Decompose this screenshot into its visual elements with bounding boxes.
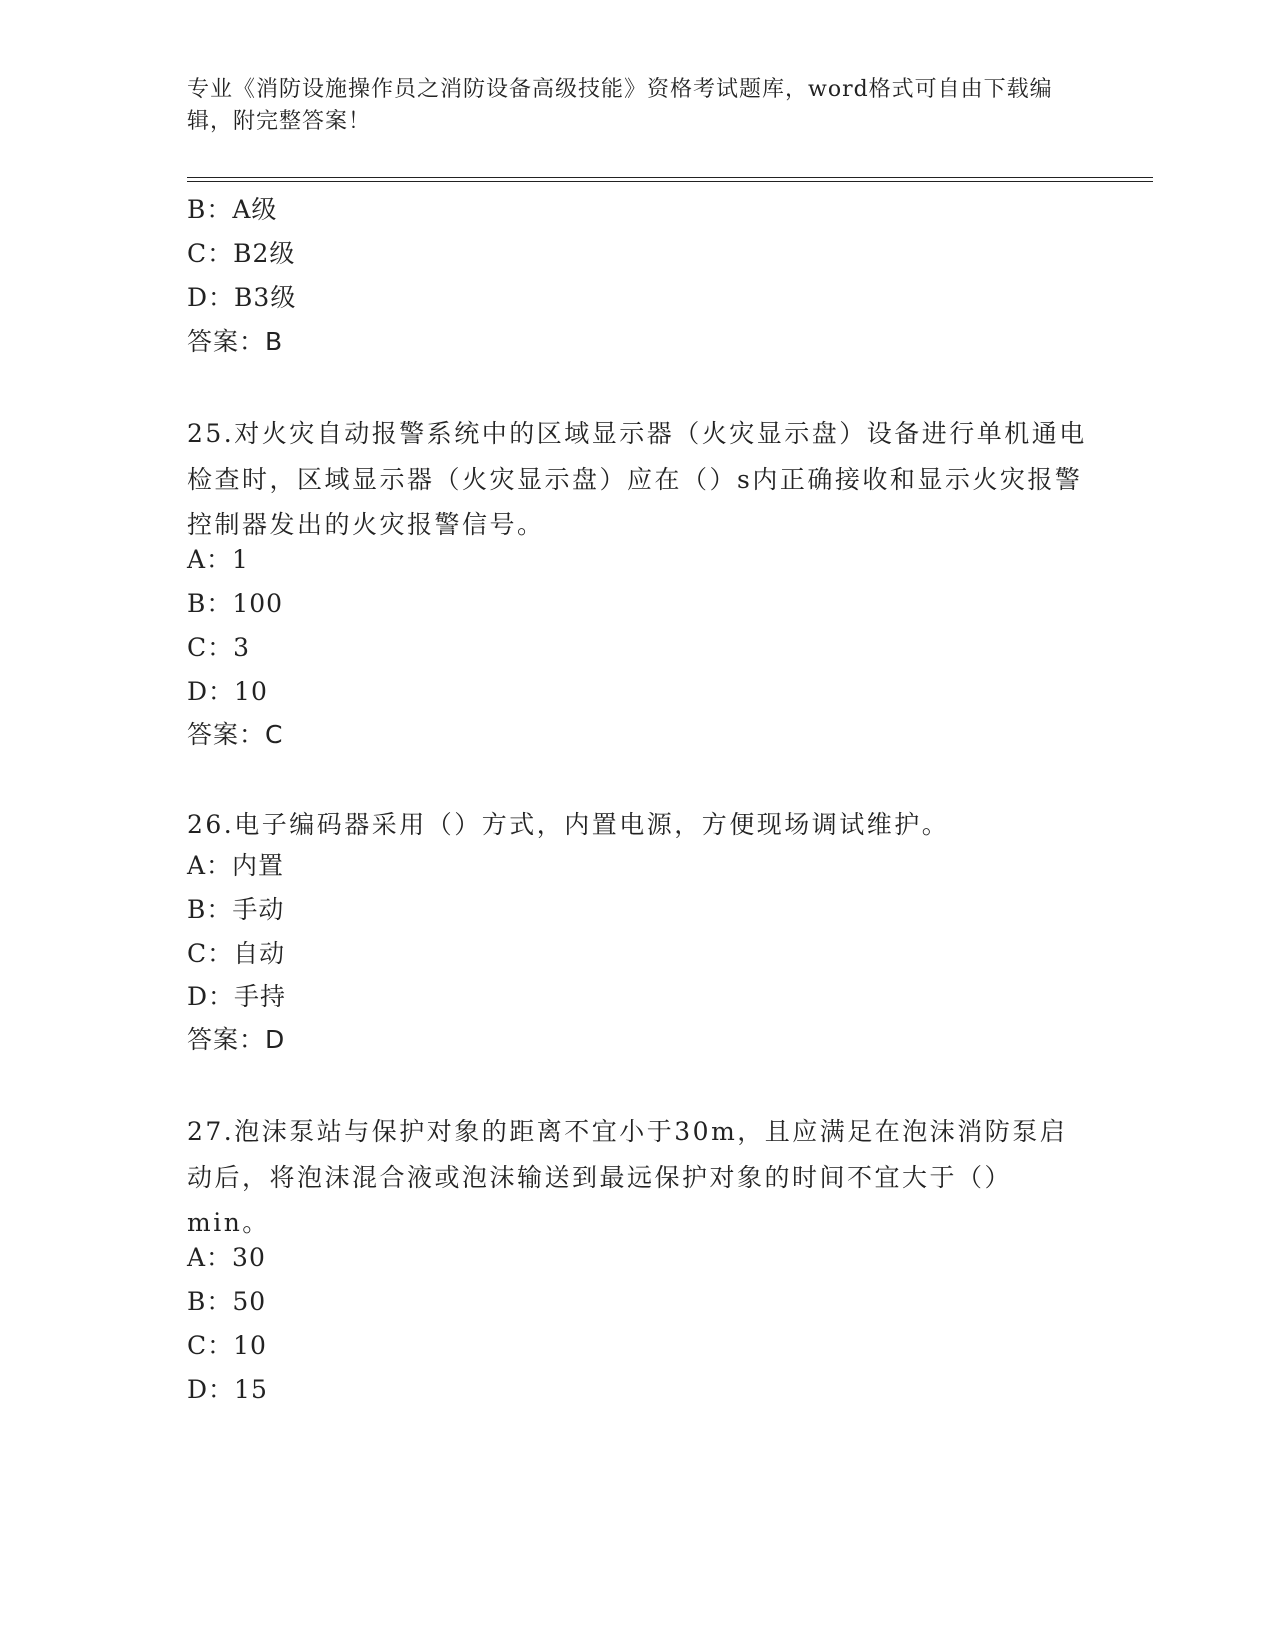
option-b: B：100 [187,589,284,618]
option-c: C：10 [187,1331,267,1360]
question-stem: 25.对火灾自动报警系统中的区域显示器（火灾显示盘）设备进行单机通电检查时，区域显示器（火灾显示盘）应在（）s内正确接收和显示火灾报警控制器发出的火灾报警信号。 [187,419,1087,539]
answer-line: 答案：B [187,327,284,356]
option-b: B：A级 [187,195,278,224]
question-stem: 27.泡沫泵站与保护对象的距离不宜小于30m，且应满足在泡沫消防泵启动后，将泡沫混合液或泡沫输送到最远保护对象的时间不宜大于（）min。 [187,1117,1068,1237]
option-c: C：3 [187,633,251,662]
option-d: D：10 [187,677,268,706]
option-c: C：B2级 [187,239,296,268]
option-b: B：手动 [187,895,285,924]
document-header: 专业《消防设施操作员之消防设备高级技能》资格考试题库，word格式可自由下载编辑，附完整答案！ [187,77,1053,134]
answer-line: 答案：C [187,720,284,749]
option-b: B：50 [187,1287,267,1316]
option-a: A：内置 [187,851,285,880]
option-d: D：15 [187,1375,268,1404]
option-a: A：30 [187,1243,266,1272]
option-d: D：B3级 [187,283,297,312]
question-stem: 26.电子编码器采用（）方式，内置电源，方便现场调试维护。 [187,810,950,839]
option-d: D：手持 [187,982,287,1011]
header-rule-top [187,177,1153,178]
option-c: C：自动 [187,939,286,968]
answer-line: 答案：D [187,1025,286,1054]
header-rule-bottom [187,181,1153,182]
option-a: A：1 [187,545,249,574]
